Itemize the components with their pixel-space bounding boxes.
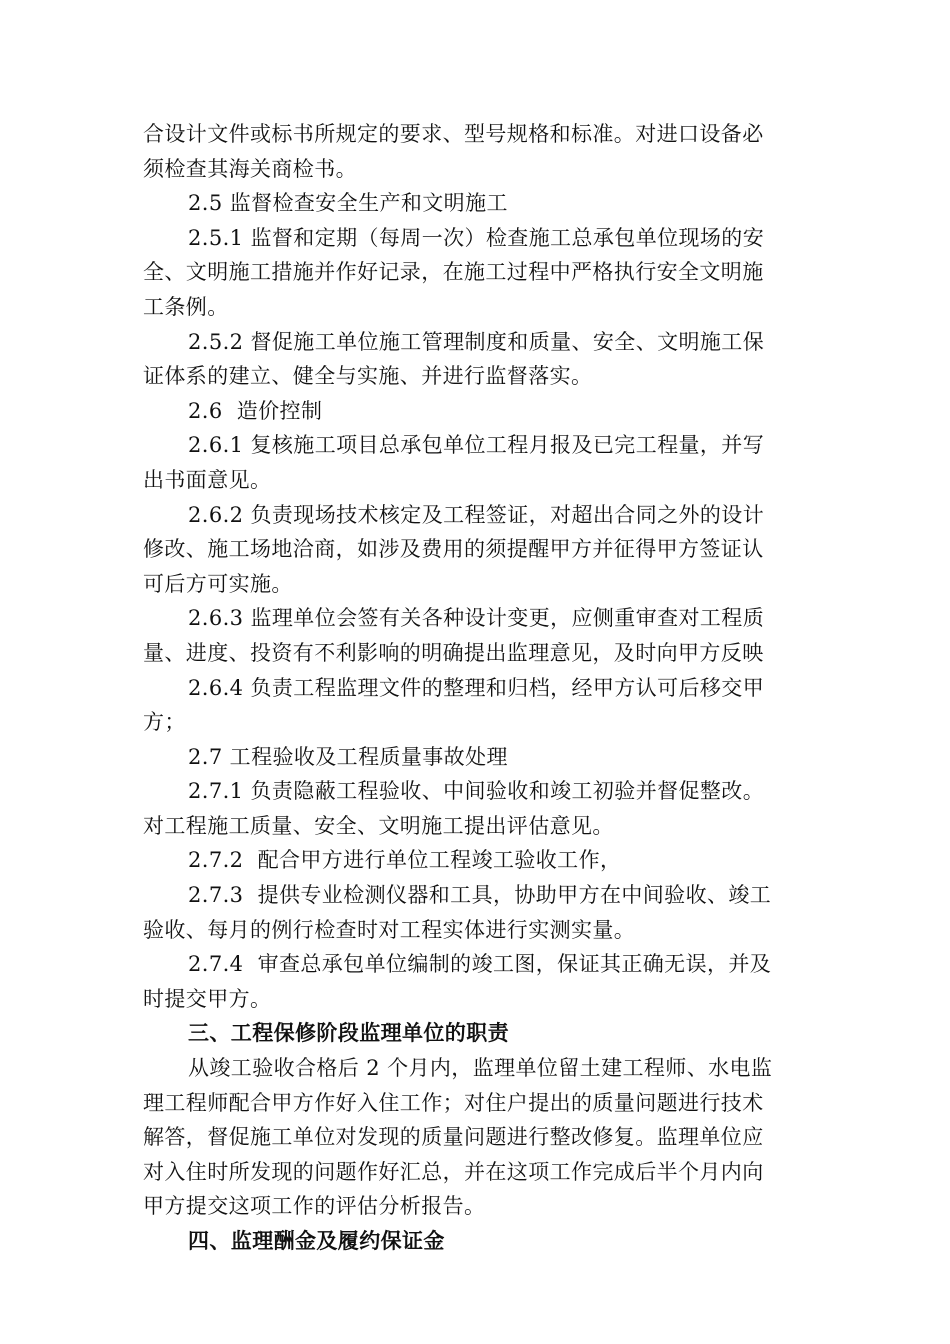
section-heading: 四、监理酬金及履约保证金 xyxy=(188,1229,445,1253)
text-line: 2.7 工程验收及工程质量事故处理 xyxy=(188,744,508,769)
text-line: 2.6.1 复核施工项目总承包单位工程月报及已完工程量，并写 xyxy=(188,433,765,458)
text-line: 可后方可实施。 xyxy=(143,571,293,596)
text-line: 2.5.1 监督和定期（每周一次）检查施工总承包单位现场的安 xyxy=(188,225,765,250)
text-line: 时提交甲方。 xyxy=(143,986,272,1011)
text-line: 解答，督促施工单位对发现的质量问题进行整改修复。监理单位应 xyxy=(143,1125,764,1150)
text-line: 方； xyxy=(143,710,186,735)
text-line: 2.7.4 审查总承包单位编制的竣工图，保证其正确无误，并及 xyxy=(188,952,772,977)
text-line: 从竣工验收合格后 2 个月内，监理单位留土建工程师、水电监 xyxy=(188,1056,773,1081)
text-line: 工条例。 xyxy=(143,294,229,319)
section-heading: 三、工程保修阶段监理单位的职责 xyxy=(188,1021,509,1046)
text-line: 对入住时所发现的问题作好汇总，并在这项工作完成后半个月内向 xyxy=(143,1159,764,1184)
text-line: 全、文明施工措施并作好记录，在施工过程中严格执行安全文明施 xyxy=(143,260,764,285)
text-line: 须检查其海关商检书。 xyxy=(143,156,357,181)
text-line: 对工程施工质量、安全、文明施工提出评估意见。 xyxy=(143,813,614,838)
text-line: 理工程师配合甲方作好入住工作；对住户提出的质量问题进行技术 xyxy=(143,1090,764,1115)
text-line: 2.6.2 负责现场技术核定及工程签证，对超出合同之外的设计 xyxy=(188,502,765,527)
text-line: 2.7.3 提供专业检测仪器和工具，协助甲方在中间验收、竣工 xyxy=(188,883,772,908)
text-line: 修改、施工场地洽商，如涉及费用的须提醒甲方并征得甲方签证认 xyxy=(143,537,764,562)
text-line: 2.6 造价控制 xyxy=(188,398,323,423)
text-line: 2.6.4 负责工程监理文件的整理和归档，经甲方认可后移交甲 xyxy=(188,675,765,700)
text-line: 2.5.2 督促施工单位施工管理制度和质量、安全、文明施工保 xyxy=(188,329,765,354)
text-line: 量、进度、投资有不利影响的明确提出监理意见，及时向甲方反映 xyxy=(143,640,764,665)
text-line: 甲方提交这项工作的评估分析报告。 xyxy=(143,1194,486,1219)
body-text xyxy=(143,117,823,1259)
text-line: 合设计文件或标书所规定的要求、型号规格和标准。对进口设备必 xyxy=(143,122,764,146)
text-line: 2.7.1 负责隐蔽工程验收、中间验收和竣工初验并督促整改。 xyxy=(188,779,765,804)
text-line: 验收、每月的例行检查时对工程实体进行实测实量。 xyxy=(143,917,636,942)
text-line: 2.7.2 配合甲方进行单位工程竣工验收工作， xyxy=(188,848,622,873)
text-line: 2.5 监督检查安全生产和文明施工 xyxy=(188,191,508,216)
text-line: 2.6.3 监理单位会签有关各种设计变更，应侧重审查对工程质 xyxy=(188,606,765,631)
text-line: 出书面意见。 xyxy=(143,467,272,492)
text-line: 证体系的建立、健全与实施、并进行监督落实。 xyxy=(143,364,593,389)
